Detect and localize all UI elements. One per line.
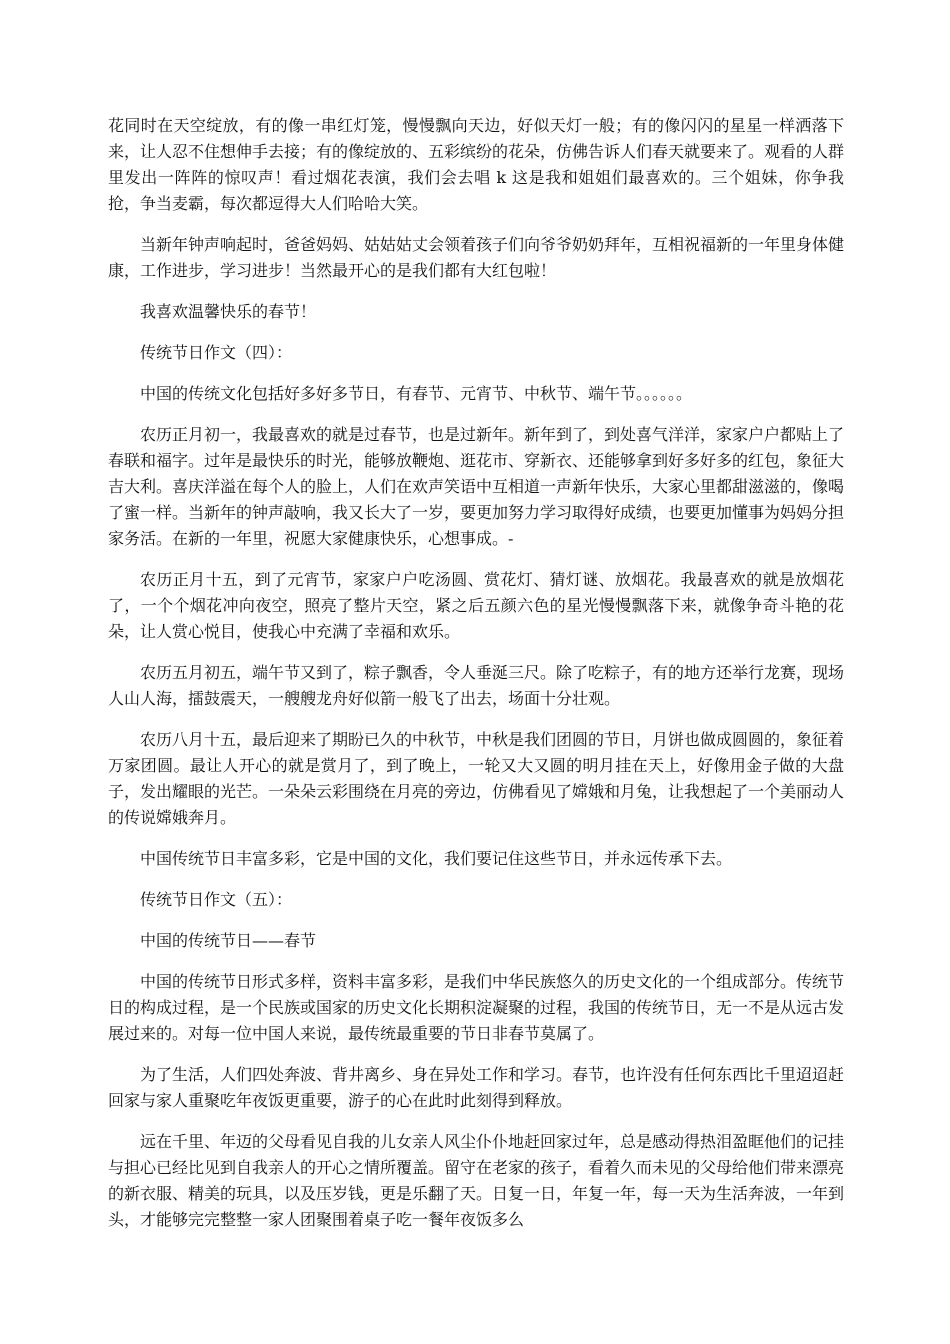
essay-heading-five: 传统节日作文（五）： bbox=[140, 890, 293, 909]
paragraph-family-reunion: 远在千里、年迈的父母看见自我的儿女亲人风尘仆仆地赶回家过年，总是感动得热泪盈眶他们的记挂与担心已经比见到自我亲人的开心之情所覆盖。留守在老家的孩子，看着久而未见的父母给他们带来漂亮的新衣服、精美的玩具，以及压岁钱，更是乐翻了天。日复一日，年复一年，每一天为生活奔波，一年到头，才能够完完整整一家人团聚围着桌子吃一餐年夜饭多么 bbox=[108, 1132, 845, 1229]
paragraph-dragon-boat-festival: 农历五月初五，端午节又到了，粽子飘香，令人垂涎三尺。除了吃粽子，有的地方还举行龙赛，现场人山人海，擂鼓震天，一艘艘龙舟好似箭一般飞了出去，场面十分壮观。 bbox=[108, 663, 845, 708]
essay-heading-four: 传统节日作文（四）： bbox=[140, 343, 293, 362]
paragraph-coming-home: 为了生活，人们四处奔波、背井离乡、身在异处工作和学习。春节，也许没有任何东西比千里迢迢赶回家与家人重聚吃年夜饭更重要，游子的心在此时此刻得到释放。 bbox=[108, 1065, 845, 1110]
paragraph-spring-festival: 农历正月初一，我最喜欢的就是过春节，也是过新年。新年到了，到处喜气洋洋，家家户户都贴上了春联和福字。过年是最快乐的时光，能够放鞭炮、逛花市、穿新衣、还能够拿到好多好多的红包，象征大吉大利。喜庆洋溢在每个人的脸上，人们在欢声笑语中互相道一声新年快乐，大家心里都甜滋滋的，像喝了蜜一样。当新年的钟声敲响，我又长大了一岁，要更加努力学习取得好成绩，也要更加懂事为妈妈分担家务活。在新的一年里，祝愿大家健康快乐，心想事成。- bbox=[108, 425, 845, 548]
paragraph-festival-list: 中国的传统文化包括好多好多节日，有春节、元宵节、中秋节、端午节。。。。。。 bbox=[140, 384, 693, 403]
paragraph-love-spring-festival: 我喜欢温馨快乐的春节！ bbox=[140, 302, 317, 321]
paragraph-mid-autumn-festival: 农历八月十五，最后迎来了期盼已久的中秋节，中秋是我们团圆的节日，月饼也做成圆圆的，象征着万家团圆。最让人开心的就是赏月了，到了晚上，一轮又大又圆的明月挂在天上，好像用金子做的大盘子，发出耀眼的光芒。一朵朵云彩围绕在月亮的旁边，仿佛看见了嫦娥和月兔，让我想起了一个美丽动人的传说嫦娥奔月。 bbox=[108, 730, 845, 827]
document-page bbox=[108, 113, 844, 1248]
paragraph-fireworks-continued: 花同时在天空绽放，有的像一串红灯笼，慢慢飘向天边，好似天灯一般；有的像闪闪的星星一样洒落下来，让人忍不住想伸手去接；有的像绽放的、五彩缤纷的花朵，仿佛告诉人们春天就要来了。观看的人群里发出一阵阵的惊叹声！看过烟花表演，我们会去唱 k 这是我和姐姐们最喜欢的。三个姐妹，你争我抢，争当麦霸，每次都逗得大人们哈哈大笑。 bbox=[108, 116, 845, 213]
paragraph-new-year-bell: 当新年钟声响起时，爸爸妈妈、姑姑姑丈会领着孩子们向爷爷奶奶拜年，互相祝福新的一年里身体健康，工作进步，学习进步！当然最开心的是我们都有大红包啦！ bbox=[108, 235, 845, 280]
paragraph-lantern-festival: 农历正月十五，到了元宵节，家家户户吃汤圆、赏花灯、猜灯谜、放烟花。我最喜欢的就是放烟花了，一个个烟花冲向夜空，照亮了整片天空，紧之后五颜六色的星光慢慢飘落下来，就像争奇斗艳的花朵，让人赏心悦目，使我心中充满了幸福和欢乐。 bbox=[108, 570, 844, 641]
paragraph-conclusion: 中国传统节日丰富多彩，它是中国的文化，我们要记住这些节日，并永远传承下去。 bbox=[140, 849, 733, 868]
paragraph-traditional-festivals-intro: 中国的传统节日形式多样，资料丰富多彩，是我们中华民族悠久的历史文化的一个组成部分。传统节日的构成过程，是一个民族或国家的历史文化长期积淀凝聚的过程，我国的传统节日，无一不是从远古发展过来的。对每一位中国人来说，最传统最重要的节日非春节莫属了。 bbox=[108, 972, 845, 1043]
essay-subtitle: 中国的传统节日——春节 bbox=[140, 931, 317, 950]
